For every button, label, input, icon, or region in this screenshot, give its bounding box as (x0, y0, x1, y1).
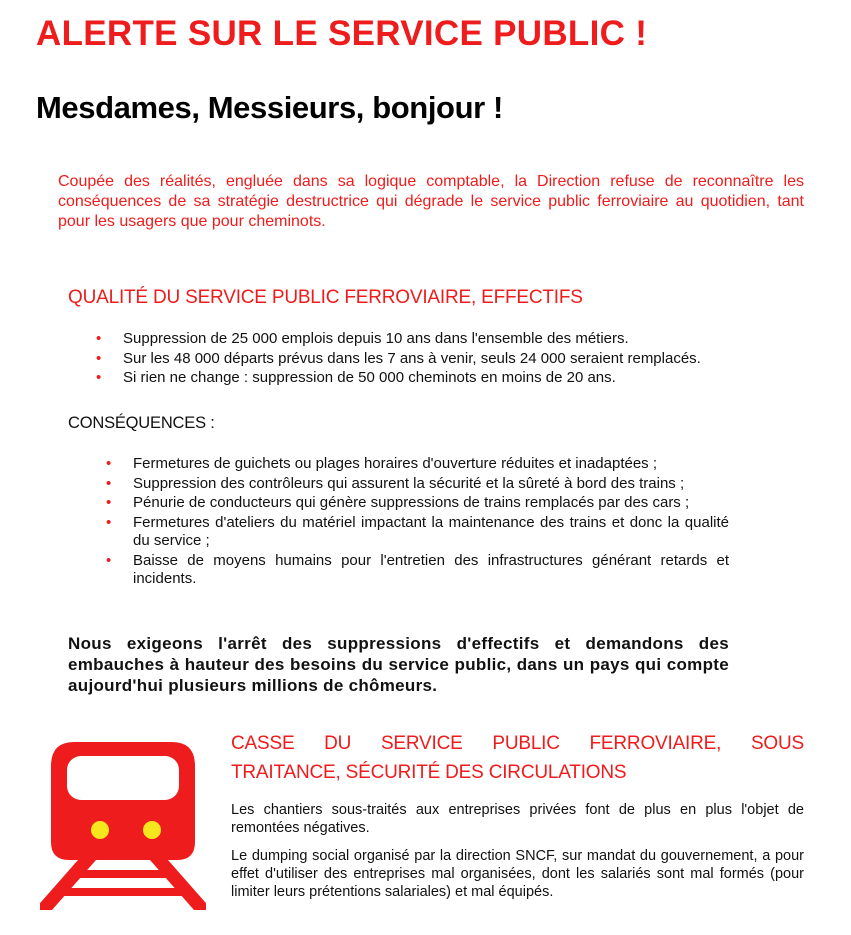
section-title-effectifs: QUALITÉ DU SERVICE PUBLIC FERROVIAIRE, EFFECTIFS (68, 287, 583, 308)
greeting-heading: Mesdames, Messieurs, bonjour ! (36, 90, 503, 125)
intro-paragraph: Coupée des réalités, engluée dans sa logique comptable, la Direction refuse de reconnaître les conséquences de sa stratégie destructrice qui dégrade le service public ferroviaire au quotidien, tant pour les usagers que pour cheminots. (58, 173, 804, 230)
list-item-text: Suppression de 25 000 emplois depuis 10 ans dans l'ensemble des métiers. (123, 330, 629, 347)
list-item (106, 551, 729, 589)
page-title: ALERTE SUR LE SERVICE PUBLIC ! (36, 14, 648, 53)
effectifs-list (96, 330, 729, 389)
list-item-text: Pénurie de conducteurs qui génère suppressions de trains remplacés par des cars ; (133, 494, 690, 511)
bullet-dot-icon: • (96, 330, 102, 347)
train-headlight-right (143, 821, 161, 839)
bullet-dot-icon: • (106, 494, 112, 511)
train-headlight-left (91, 821, 109, 839)
list-item-text: Fermetures de guichets ou plages horaires d'ouverture réduites et inadaptées ; (133, 455, 658, 472)
sous-traitance-paragraph: Les chantiers sous-traités aux entreprises privées font de plus en plus l'objet de remontées négatives. (231, 802, 804, 836)
train-window (67, 756, 179, 800)
dumping-paragraph: Le dumping social organisé par la direction SNCF, sur mandat du gouvernement, a pour effet d'utiliser des entreprises mal organisées, dont les salariés sont mal formés (pour limiter leurs prétentions salariales) et mal équipés. (231, 848, 804, 900)
demand-statement: Nous exigeons l'arrêt des suppressions d'effectifs et demandons des embauches à hauteur des besoins du service public, dans un pays qui compte aujourd'hui plusieurs millions de chômeurs. (68, 634, 729, 695)
list-item (96, 349, 729, 369)
bullet-dot-icon: • (106, 474, 112, 492)
list-item (96, 330, 729, 349)
section-title-line: TRAITANCE, SÉCURITÉ DES CIRCULATIONS (231, 762, 627, 783)
list-item (106, 474, 729, 494)
bullet-dot-icon: • (106, 513, 112, 531)
list-item (96, 369, 729, 388)
list-item (106, 455, 729, 474)
train-rails (40, 860, 206, 910)
bullet-dot-icon: • (96, 349, 102, 367)
list-item-text: Baisse de moyens humains pour l'entretien des infrastructures générant retards et incidents. (133, 551, 729, 587)
list-item (106, 513, 729, 551)
consequences-heading: CONSÉQUENCES : (68, 414, 215, 432)
list-item (106, 494, 729, 513)
bullet-dot-icon: • (106, 551, 112, 569)
section-title-line: CASSE DU SERVICE PUBLIC FERROVIAIRE, SOUS (231, 733, 804, 754)
bullet-dot-icon: • (106, 455, 112, 472)
list-item-text: Fermetures d'ateliers du matériel impactant la maintenance des trains et donc la qualité du service ; (133, 513, 729, 549)
list-item-text: Suppression des contrôleurs qui assurent la sécurité et la sûreté à bord des trains ; (133, 474, 685, 492)
bullet-dot-icon: • (96, 369, 102, 386)
consequences-list (106, 455, 729, 590)
section-title-casse (231, 729, 804, 787)
list-item-text: Si rien ne change : suppression de 50 000 cheminots en moins de 20 ans. (123, 369, 616, 386)
list-item-text: Sur les 48 000 départs prévus dans les 7 ans à venir, seuls 24 000 seraient remplacés. (123, 349, 701, 367)
train-icon (40, 742, 206, 910)
